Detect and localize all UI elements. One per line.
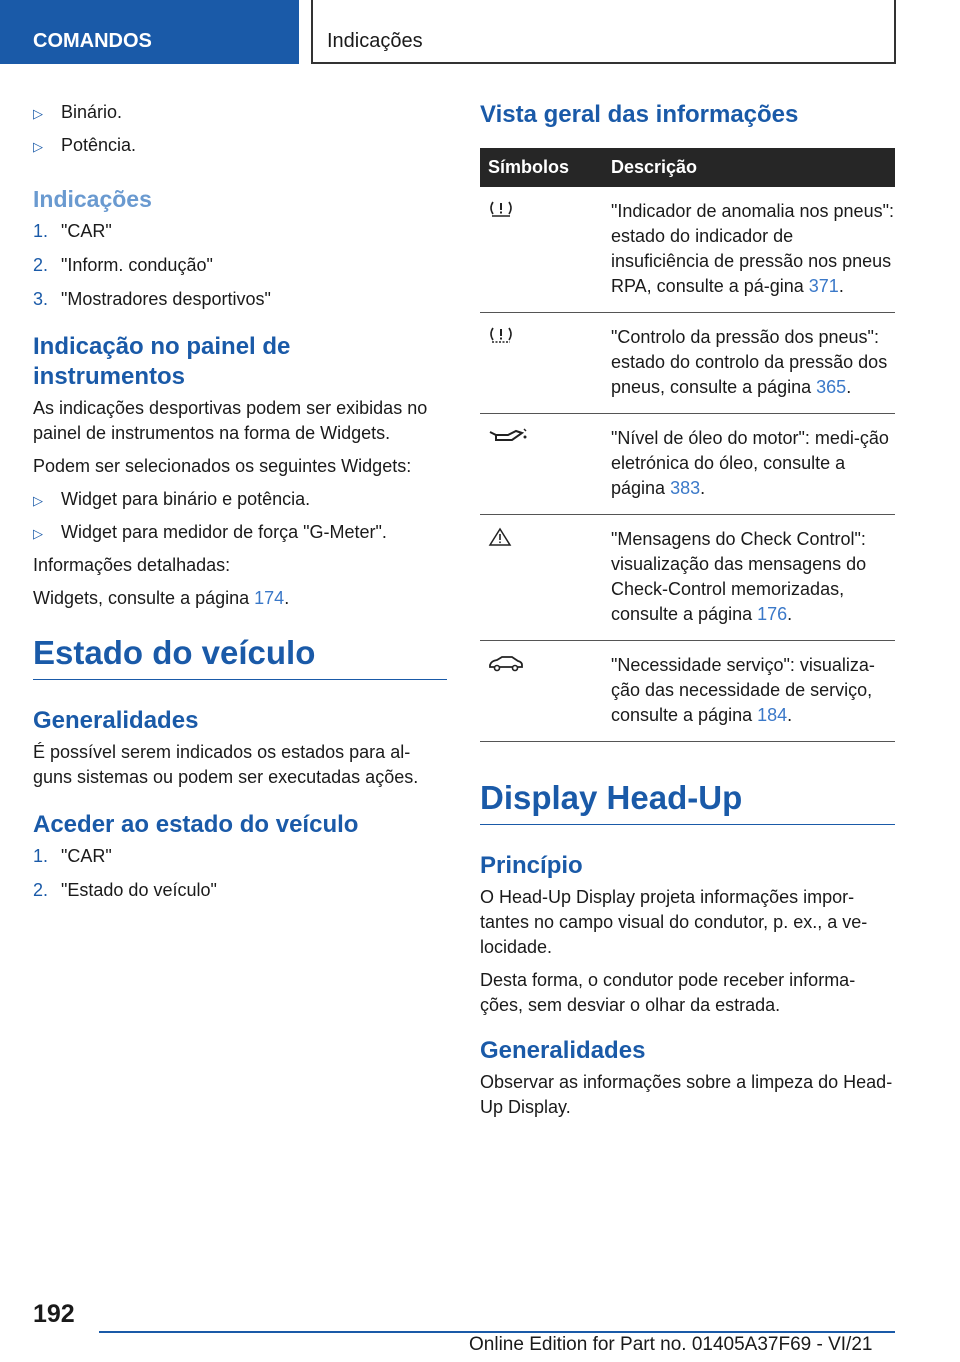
list-item: ▷ Potência. (33, 133, 447, 159)
table-row: "Nível de óleo do motor": medi-ção eletrónica do óleo, consulte a página 383. (480, 414, 895, 515)
page-number: 192 (33, 1300, 75, 1328)
paragraph: É possível serem indicados os estados para al-guns sistemas ou podem ser executadas ações. (33, 742, 419, 787)
list-item: ▷ Widget para binário e potência. (33, 487, 447, 513)
page-link[interactable]: 176 (757, 604, 788, 624)
list-item: 1. "CAR" (33, 221, 112, 241)
list-item: 1. "CAR" (33, 846, 112, 866)
triangle-bullet-icon: ▷ (33, 139, 43, 154)
edition-text: Online Edition for Part no. 01405A37F69 - VI/21 (469, 1334, 873, 1355)
page-link[interactable]: 383 (670, 478, 701, 498)
paragraph: Desta forma, o condutor pode receber informa-ções, sem desviar o olhar da estrada. (480, 970, 856, 1015)
triangle-bullet-icon: ▷ (33, 106, 43, 121)
table-header: Descrição (611, 148, 895, 187)
tire-pressure-warning-icon (488, 199, 611, 219)
paragraph: O Head-Up Display projeta informações impor-tantes no campo visual do condutor, p. ex., a ve-locidade. (480, 887, 868, 957)
page-link[interactable]: 365 (816, 377, 847, 397)
symbols-table (480, 148, 895, 742)
triangle-bullet-icon: ▷ (33, 526, 43, 541)
section-heading: Indicação no painel de instrumentos (33, 333, 291, 390)
paragraph: Podem ser selecionados os seguintes Widgets: (33, 456, 412, 476)
paragraph: As indicações desportivas podem ser exibidas no painel de instrumentos na forma de Widgets. (33, 398, 428, 443)
list-item: 2. "Estado do veículo" (33, 880, 217, 900)
table-row: "Mensagens do Check Control": visualização das mensagens do Check-Control memorizadas, consulte a página 176. (480, 515, 895, 641)
table-row: "Indicador de anomalia nos pneus": estado do indicador de insuficiência de pressão nos pneus RPA, consulte a pá-gina 371. (480, 187, 895, 313)
page-header-title: Indicações (311, 0, 896, 64)
section-heading: Generalidades (33, 707, 199, 734)
list-item: 2. "Inform. condução" (33, 255, 213, 275)
tire-pressure-monitor-icon (488, 325, 611, 345)
list-item: ▷ Widget para medidor de força "G-Meter". (33, 520, 447, 546)
section-heading: Princípio (480, 852, 583, 879)
triangle-bullet-icon: ▷ (33, 493, 43, 508)
section-heading: Vista geral das informações (480, 101, 799, 128)
chapter-heading: Display Head-Up (480, 778, 895, 825)
page-link[interactable]: 184 (757, 705, 788, 725)
left-column (33, 100, 447, 912)
warning-triangle-icon (488, 527, 611, 547)
section-tab: COMANDOS (0, 0, 299, 64)
right-column (480, 100, 895, 1128)
table-row: "Necessidade serviço": visualiza-ção das necessidade de serviço, consulte a página 184. (480, 641, 895, 742)
car-service-icon (488, 653, 611, 673)
list-item: 3. "Mostradores desportivos" (33, 289, 271, 309)
paragraph: Widgets, consulte a página 174. (33, 588, 290, 608)
page-link[interactable]: 174 (254, 588, 285, 608)
paragraph: Informações detalhadas: (33, 555, 231, 575)
section-heading: Indicações (33, 186, 152, 212)
paragraph: Observar as informações sobre a limpeza do Head-Up Display. (480, 1072, 893, 1117)
list-item: ▷ Binário. (33, 100, 447, 126)
section-heading: Aceder ao estado do veículo (33, 811, 359, 838)
oil-level-icon (488, 426, 611, 446)
table-row: "Controlo da pressão dos pneus": estado do controlo da pressão dos pneus, consulte a página 365. (480, 313, 895, 414)
chapter-heading: Estado do veículo (33, 633, 447, 680)
page-link[interactable]: 371 (808, 276, 839, 296)
table-header: Símbolos (480, 148, 611, 187)
section-heading: Generalidades (480, 1037, 646, 1064)
footer-divider (99, 1331, 895, 1333)
